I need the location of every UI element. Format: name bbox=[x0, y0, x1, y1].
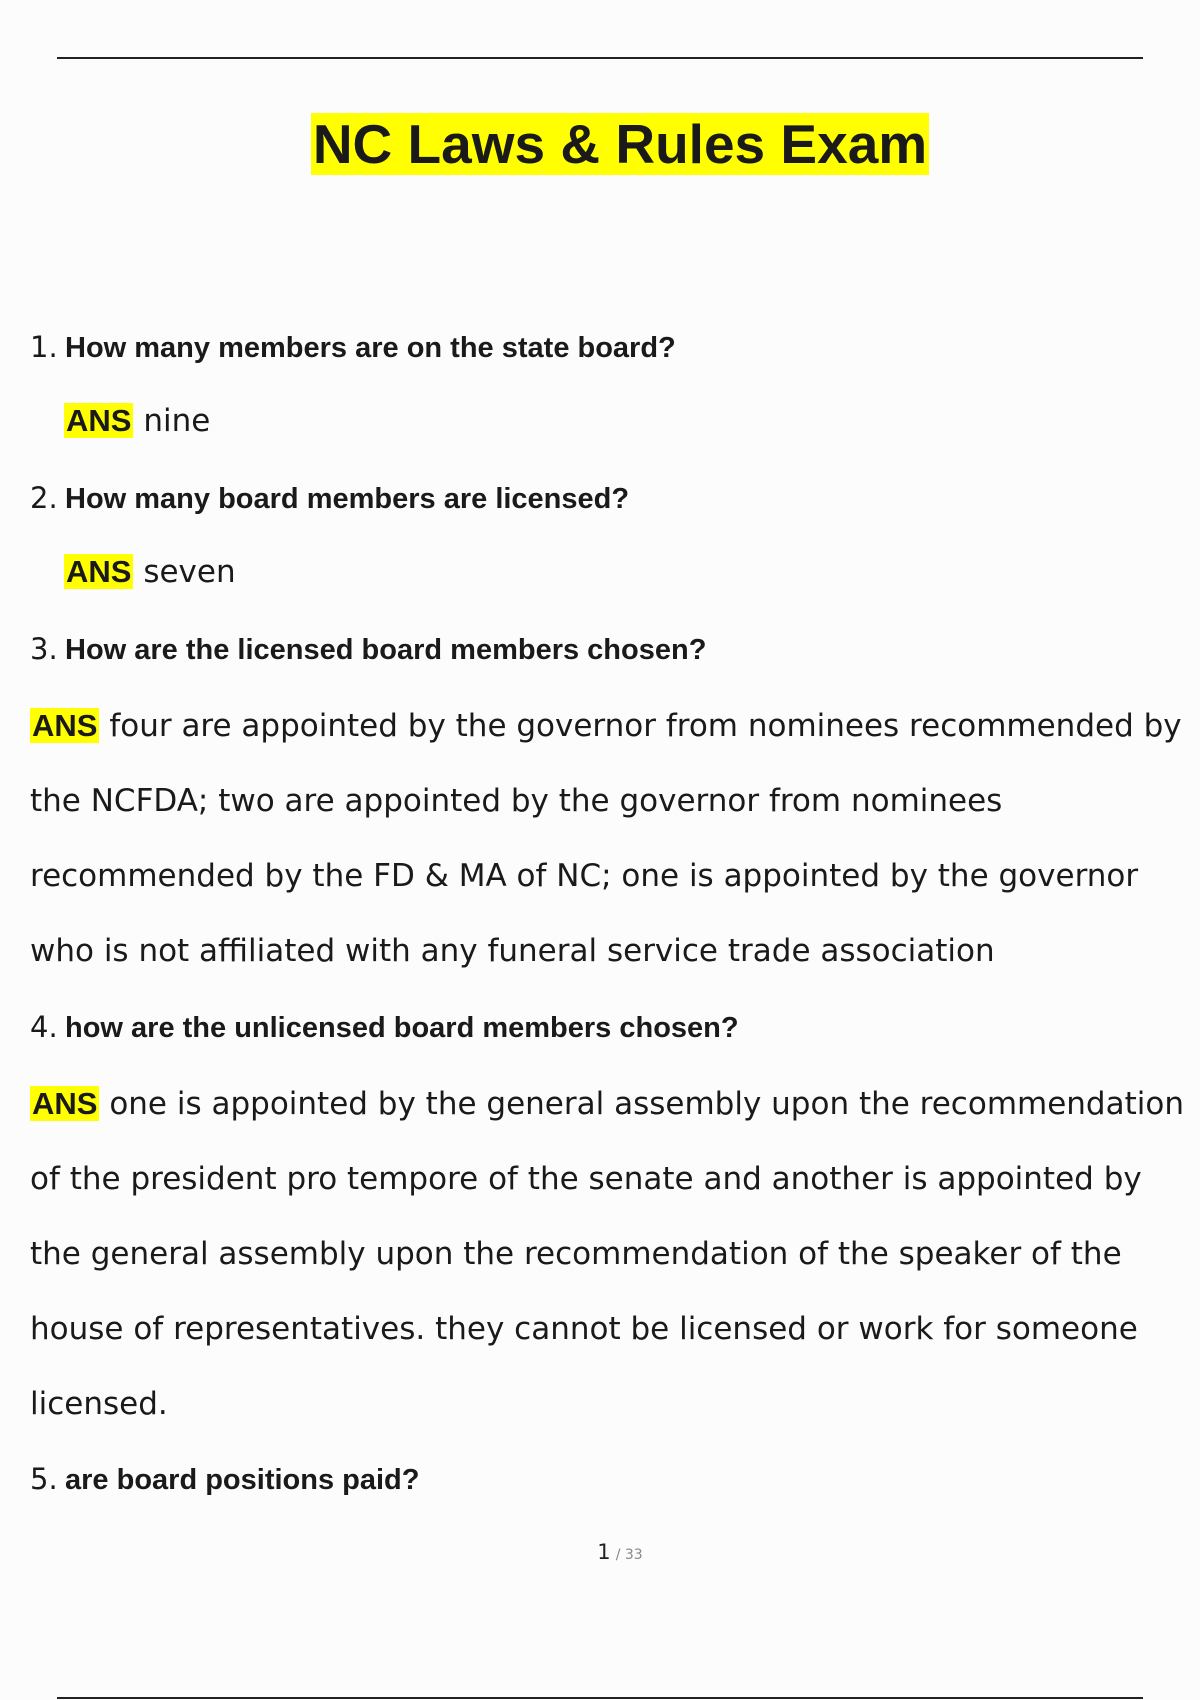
question-1 bbox=[30, 329, 676, 366]
question-number: 4. bbox=[30, 1010, 58, 1044]
question-number: 5. bbox=[30, 1462, 58, 1496]
bottom-divider bbox=[57, 1697, 1143, 1699]
question-2 bbox=[30, 480, 629, 517]
question-text: How are the licensed board members chosen? bbox=[65, 634, 707, 666]
answer-label: ANS bbox=[32, 708, 98, 743]
page-indicator bbox=[0, 1540, 1200, 1564]
question-text: How many board members are licensed? bbox=[65, 483, 630, 515]
total-pages: / 33 bbox=[615, 1547, 643, 1563]
question-text: are board positions paid? bbox=[65, 1464, 420, 1496]
question-number: 1. bbox=[30, 330, 58, 364]
question-number: 3. bbox=[30, 632, 58, 666]
answer-label: ANS bbox=[66, 403, 132, 438]
answer-text: one is appointed by the general assembly upon the recommendation of the president pro tempore of the senate and another is appointed by the general assembly upon the recommendation of the speaker of the house of representatives. they cannot be licensed or work for someone licensed. bbox=[30, 1086, 1184, 1422]
answer-3 bbox=[30, 688, 1190, 989]
question-number: 2. bbox=[30, 481, 58, 515]
answer-2 bbox=[64, 552, 236, 592]
answer-1 bbox=[64, 401, 210, 441]
question-4 bbox=[30, 1009, 739, 1046]
question-text: how are the unlicensed board members chosen? bbox=[65, 1012, 739, 1044]
answer-text: seven bbox=[143, 554, 236, 590]
top-divider bbox=[57, 57, 1143, 59]
question-text: How many members are on the state board? bbox=[65, 332, 676, 364]
current-page: 1 bbox=[597, 1540, 611, 1564]
document-title-block bbox=[0, 111, 1200, 177]
answer-text: nine bbox=[143, 403, 211, 439]
answer-label: ANS bbox=[32, 1086, 98, 1121]
answer-label: ANS bbox=[66, 554, 132, 589]
document-title: NC Laws & Rules Exam bbox=[312, 113, 928, 175]
answer-text: four are appointed by the governor from nominees recommended by the NCFDA; two are appointed by the governor from nominees recommended by the FD & MA of NC; one is appointed by the governor who is not affiliated with any funeral service trade association bbox=[30, 708, 1182, 969]
question-5 bbox=[30, 1461, 420, 1498]
answer-4 bbox=[30, 1066, 1190, 1442]
question-3 bbox=[30, 631, 706, 668]
